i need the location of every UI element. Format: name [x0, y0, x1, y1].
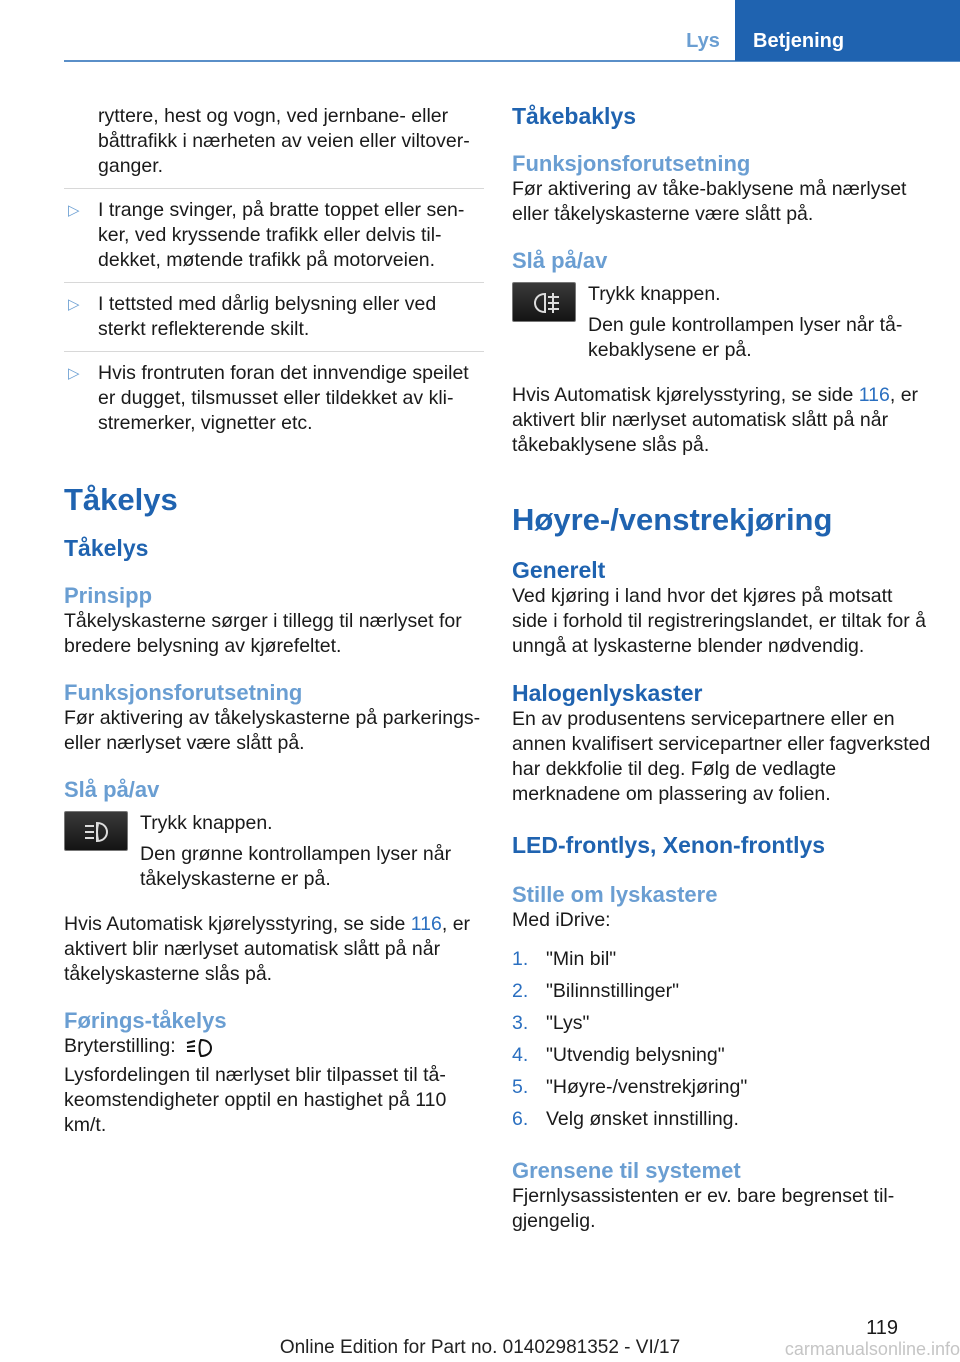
auto-text: Hvis Automatisk kjørelysstyring, se side 116, er aktivert blir nærlyset automatisk slått på når tåkebaklysene slås på. [512, 384, 919, 456]
front-fog-light-button[interactable] [64, 811, 128, 851]
switch-position: Bryterstilling: [64, 1034, 484, 1059]
subsection-heading: Tåkelys [64, 535, 149, 561]
auto-text: Hvis Automatisk kjørelysstyring, se side 116, er aktivert blir nærlyset automatisk slått på når tåkelyskasterne slås på. [64, 913, 471, 985]
switch-heading: Slå på/av [64, 777, 160, 802]
edition-text: Online Edition for Part no. 01402981352 - VI/17 [279, 1337, 681, 1358]
steps-list [512, 947, 932, 1139]
general-text: Ved kjøring i land hvor det kjøres på motsatt side i forhold til registreringslandet, er tiltak for å unngå at lyskasterne blender nødvendig. [512, 585, 927, 657]
list-item: 1. "Min bil" [512, 948, 617, 970]
lamp-text: Den gule kontrollampen lyser når tåkebaklysene er på. [588, 314, 903, 361]
function-text: Før aktivering av tåke-baklysene må nærlyset eller tåkelyskasterne være slått på. [512, 178, 907, 225]
fog-light-button-row [64, 803, 484, 892]
switch-heading: Slå på/av [512, 248, 608, 273]
function-text: Før aktivering av tåkelyskasterne på parkerings- eller nærlyset være slått på. [64, 707, 481, 754]
guide-text: Lysfordelingen til nærlyset blir tilpasset til tåkeomstendigheter opptil en hastighet på 110 km/t. [64, 1064, 447, 1136]
page-header [0, 0, 960, 62]
rear-fog-heading: Tåkebaklys [512, 103, 637, 129]
right-column [512, 100, 932, 1234]
page-link[interactable]: 116 [858, 384, 890, 406]
chapter-tab[interactable]: Betjening [735, 0, 960, 61]
halogen-heading: Halogenlyskaster [512, 680, 703, 706]
function-heading: Funksjonsforutsetning [64, 680, 303, 705]
rear-fog-lamp-icon [531, 291, 561, 315]
limits-heading: Grensene til systemet [512, 1158, 741, 1183]
bullet-arrow-icon: ▷ [68, 202, 80, 219]
list-item: 6. Velg ønsket innstilling. [512, 1108, 739, 1130]
list-item: 2. "Bilinnstillinger" [512, 980, 680, 1002]
divider [64, 282, 484, 283]
page-number: 119 [866, 1317, 898, 1339]
page-link[interactable]: 116 [410, 913, 442, 935]
light-switch-position-icon [185, 1036, 215, 1058]
divider [64, 351, 484, 352]
divider [64, 188, 484, 189]
principle-heading: Prinsipp [64, 583, 153, 608]
list-item [64, 198, 484, 273]
led-heading: LED-frontlys, Xenon-frontlys [512, 832, 826, 858]
rear-fog-light-button[interactable] [512, 282, 576, 322]
section-heading: Høyre-/venstrekjøring [512, 502, 833, 537]
adjust-heading: Stille om lyskastere [512, 882, 718, 907]
left-column [64, 100, 484, 1138]
general-heading: Generelt [512, 557, 606, 583]
halogen-text: En av produsentens servicepartnere eller en annen kvalifisert servicepartner eller fagverksted har dekkfolie til deg. Følg de vedlagte merknadene om plassering av folien. [512, 708, 931, 805]
rear-fog-button-row [512, 274, 932, 363]
guide-heading: Førings-tåkelys [64, 1008, 227, 1033]
lamp-text: Den grønne kontrollampen lyser når tåkelyskasterne er på. [140, 843, 452, 890]
idrive-text: Med iDrive: [512, 909, 611, 931]
section-heading: Tåkelys [64, 482, 178, 517]
list-item: 4. "Utvendig belysning" [512, 1044, 725, 1066]
function-heading: Funksjonsforutsetning [512, 151, 751, 176]
principle-text: Tåkelyskasterne sørger i tillegg til nærlyset for bredere belysning av kjørefeltet. [64, 610, 462, 657]
section-tab[interactable]: Lys [686, 30, 720, 52]
list-item: 5. "Høyre-/venstrekjøring" [512, 1076, 748, 1098]
bullet-text: Hvis frontruten foran det innvendige speilet er dugget, tilsmusset eller tildekket av klistremerker, vignetter etc. [98, 362, 469, 434]
press-instruction: Trykk knappen. [140, 812, 273, 834]
bullet-text: ryttere, hest og vogn, ved jernbane- eller båttrafikk i nærheten av veien eller viltoverganger. [98, 105, 470, 177]
list-item [64, 361, 484, 436]
list-item: 3. "Lys" [512, 1012, 590, 1034]
front-fog-lamp-icon [83, 820, 111, 844]
bullet-text: I tettsted med dårlig belysning eller ved sterkt reflekterende skilt. [98, 293, 437, 340]
limits-text: Fjernlysassistenten er ev. bare begrenset tilgjengelig. [512, 1185, 895, 1232]
list-item [64, 104, 484, 179]
bullet-text: I trange svinger, på bratte toppet eller senker, ved kryssende trafikk eller delvis tildekket, møtende trafikk på motorveien. [98, 199, 465, 271]
bullet-arrow-icon: ▷ [68, 296, 80, 313]
watermark: carmanualsonline.info [784, 1339, 960, 1359]
list-item [64, 292, 484, 342]
press-instruction: Trykk knappen. [588, 283, 721, 305]
bullet-arrow-icon: ▷ [68, 365, 80, 382]
